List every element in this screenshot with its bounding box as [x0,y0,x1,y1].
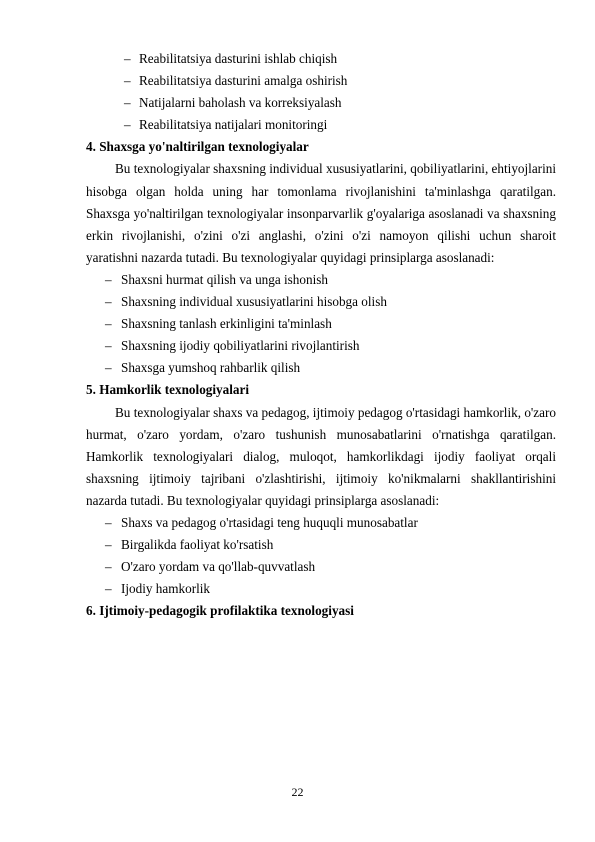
list-item: – Reabilitatsiya natijalari monitoringi [86,114,556,136]
section-5-principles-list [86,512,556,600]
section-4-paragraph: Bu texnologiyalar shaxsning individual xususiyatlarini, qobiliyatlarini, ehtiyojlarini hisobga olgan holda uning har tomonlama rivojlanishini ta'minlashga qaratilgan. Shaxsga yo'naltirilgan texnologiyalar insonparvarlik g'oyalariga asoslanadi va shaxsning erkin rivojlanishi, o'zini o'zi anglashi, o'zini o'zi namoyon qilishi uchun sharoit yaratishni nazarda tutadi. Bu texnologiyalar quyidagi prinsiplarga asoslanadi: [86,161,556,265]
rehabilitation-steps-list [86,48,556,136]
section-6-heading: 6. Ijtimoiy-pedagogik profilaktika texnologiyasi [86,603,354,619]
list-item: – Natijalarni baholash va korreksiyalash [86,92,556,114]
list-item: – O'zaro yordam va qo'llab-quvvatlash [86,556,556,578]
list-item: – Shaxsga yumshoq rahbarlik qilish [86,357,556,379]
list-item: – Reabilitatsiya dasturini amalga oshirish [86,70,556,92]
list-item: – Shaxsning ijodiy qobiliyatlarini rivojlantirish [86,335,556,357]
section-4-heading: 4. Shaxsga yo'naltirilgan texnologiyalar [86,139,309,155]
list-item: – Birgalikda faoliyat ko'rsatish [86,534,556,556]
section-5-paragraph: Bu texnologiyalar shaxs va pedagog, ijtimoiy pedagog o'rtasidagi hamkorlik, o'zaro hurmat, o'zaro yordam, o'zaro tushunish munosabatlarini o'rnatishga qaratilgan. Hamkorlik texnologiyalari dialog, muloqot, hamkorlikdagi ijodiy faoliyat orqali shaxsning ijtimoiy tajribani o'zlashtirishi, ijtimoiy ko'nikmalarni shakllantirishini nazarda tutadi. Bu texnologiyalar quyidagi prinsiplarga asoslanadi: [86,404,556,508]
list-item: – Reabilitatsiya dasturini ishlab chiqish [86,48,556,70]
list-item: – Ijodiy hamkorlik [86,578,556,600]
page-number: 22 [291,785,304,799]
list-item: – Shaxs va pedagog o'rtasidagi teng huquqli munosabatlar [86,512,556,534]
list-item: – Shaxsni hurmat qilish va unga ishonish [86,269,556,291]
section-5-heading: 5. Hamkorlik texnologiyalari [86,382,250,398]
document-page [86,48,556,622]
list-item: – Shaxsning tanlash erkinligini ta'minlash [86,313,556,335]
list-item: – Shaxsning individual xususiyatlarini hisobga olish [86,291,556,313]
section-4-principles-list [86,269,556,379]
